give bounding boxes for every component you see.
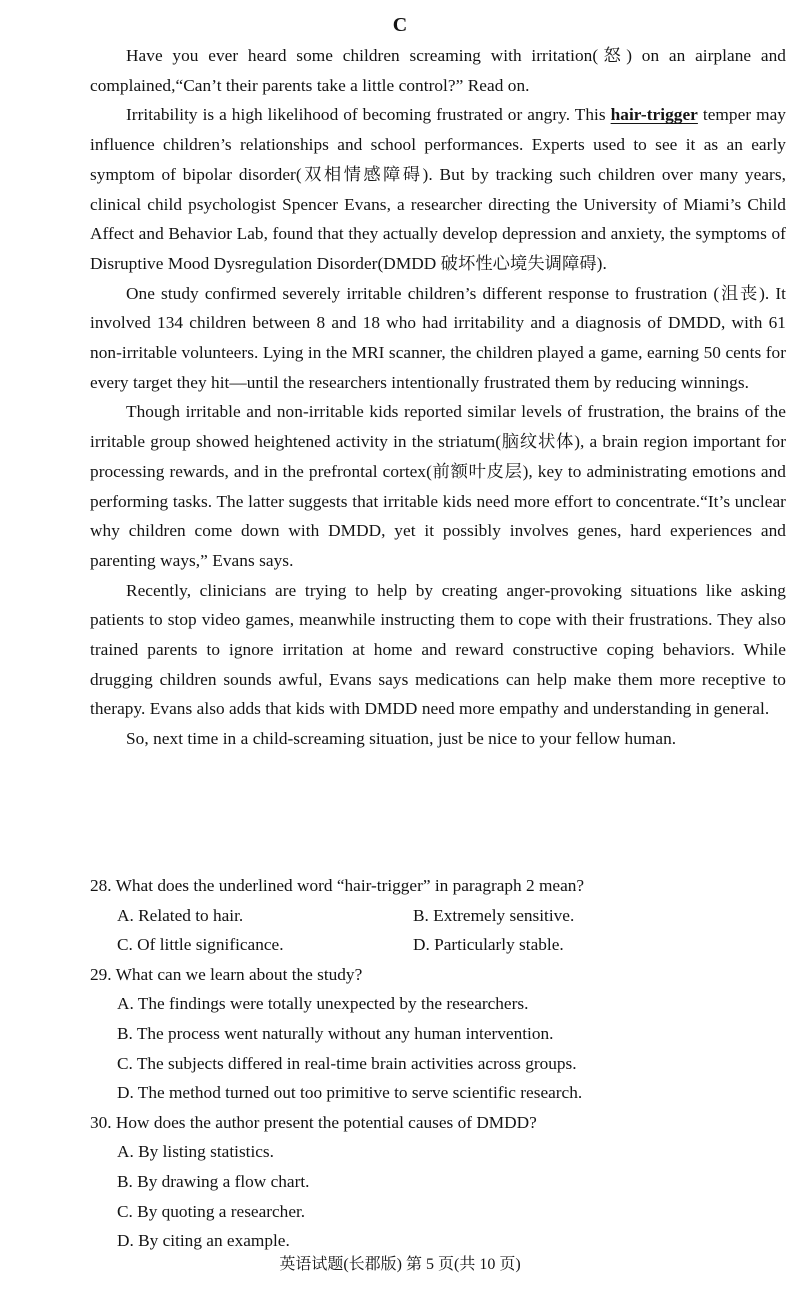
option-d[interactable]: D. By citing an example.: [117, 1231, 290, 1251]
paragraph-2-end: temper may influence children’s relationships and school performances. Experts used to see it as an early symptom of bipolar disorder(双相情感障碍). But by tracking such children over many years, clinical child psychologist Spencer Evans, a researcher directing the University of Miami’s Child Affect and Behavior Lab, found that they actually develop depression and anxiety, the symptoms of Disruptive Mood Dysregulation Disorder(DMDD 破坏性心境失调障碍).: [90, 105, 786, 273]
paragraph-4: Though irritable and non-irritable kids reported similar levels of frustration, the brains of the irritable group showed heightened activity in the striatum(脑纹状体), a brain region important for processing rewards, and in the prefrontal cortex(前额叶皮层), key to administrating emotions and performing tasks. The latter suggests that irritable kids need more effort to concentrate.“It’s unclear why children come down with DMDD, yet it possibly involves genes, hard experiences and parenting ways,” Evans says.: [90, 402, 786, 570]
option-b[interactable]: B. The process went naturally without any human intervention.: [117, 1023, 554, 1043]
page-footer: 英语试题(长郡版) 第 5 页(共 10 页): [279, 1256, 521, 1273]
option-a[interactable]: A. The findings were totally unexpected by the researchers.: [117, 994, 529, 1014]
answer-options: [90, 901, 786, 960]
section-heading: C: [392, 14, 408, 36]
question-stem: 30. How does the author present the potential causes of DMDD?: [90, 1112, 537, 1132]
question-30: [90, 1108, 786, 1256]
option-c[interactable]: C. The subjects differed in real-time brain activities across groups.: [117, 1053, 577, 1073]
underlined-word: hair-trigger: [610, 105, 698, 125]
option-a[interactable]: A. Related to hair.: [117, 905, 244, 925]
option-a[interactable]: A. By listing statistics.: [117, 1142, 274, 1162]
option-b[interactable]: B. Extremely sensitive.: [413, 905, 575, 925]
question-29: [90, 960, 786, 1108]
option-d[interactable]: D. Particularly stable.: [413, 935, 564, 955]
option-d[interactable]: D. The method turned out too primitive to serve scientific research.: [117, 1083, 583, 1103]
question-stem: 28. What does the underlined word “hair-trigger” in paragraph 2 mean?: [90, 876, 585, 895]
question-28: [90, 871, 786, 960]
paragraph-3: One study confirmed severely irritable children’s different response to frustration (沮丧). It involved 134 children between 8 and 18 who had irritability and a diagnosis of DMDD, with 61 non-irritable volunteers. Lying in the MRI scanner, the children played a game, earning 50 cents for every target they hit—until the researchers intentionally frustrated them by reducing winnings.: [90, 283, 786, 392]
option-b[interactable]: B. By drawing a flow chart.: [117, 1171, 310, 1191]
paragraph-2: [90, 100, 786, 278]
paragraph-2-start: Irritability is a high likelihood of becoming frustrated or angry. This: [126, 105, 611, 125]
option-c[interactable]: C. Of little significance.: [117, 935, 284, 955]
paragraph-6: So, next time in a child-screaming situation, just be nice to your fellow human.: [126, 729, 677, 749]
answer-options: [90, 1137, 786, 1255]
reading-passage: [90, 41, 786, 754]
question-list: [90, 871, 786, 1256]
paragraph-5: Recently, clinicians are trying to help by creating anger-provoking situations like asking patients to stop video games, meanwhile instructing them to cope with their frustrations. They also trained parents to ignore irritation at home and reward constructive coping behaviors. While drugging children sounds awful, Evans says medications can help make them more receptive to therapy. Evans also adds that kids with DMDD need more empathy and understanding in general.: [90, 580, 786, 719]
paragraph-1: Have you ever heard some children screaming with irritation(怒) on an airplane and complained,“Can’t their parents take a little control?” Read on.: [90, 46, 786, 95]
question-stem: 29. What can we learn about the study?: [90, 964, 363, 984]
option-c[interactable]: C. By quoting a researcher.: [117, 1201, 306, 1221]
answer-options: [90, 989, 786, 1107]
